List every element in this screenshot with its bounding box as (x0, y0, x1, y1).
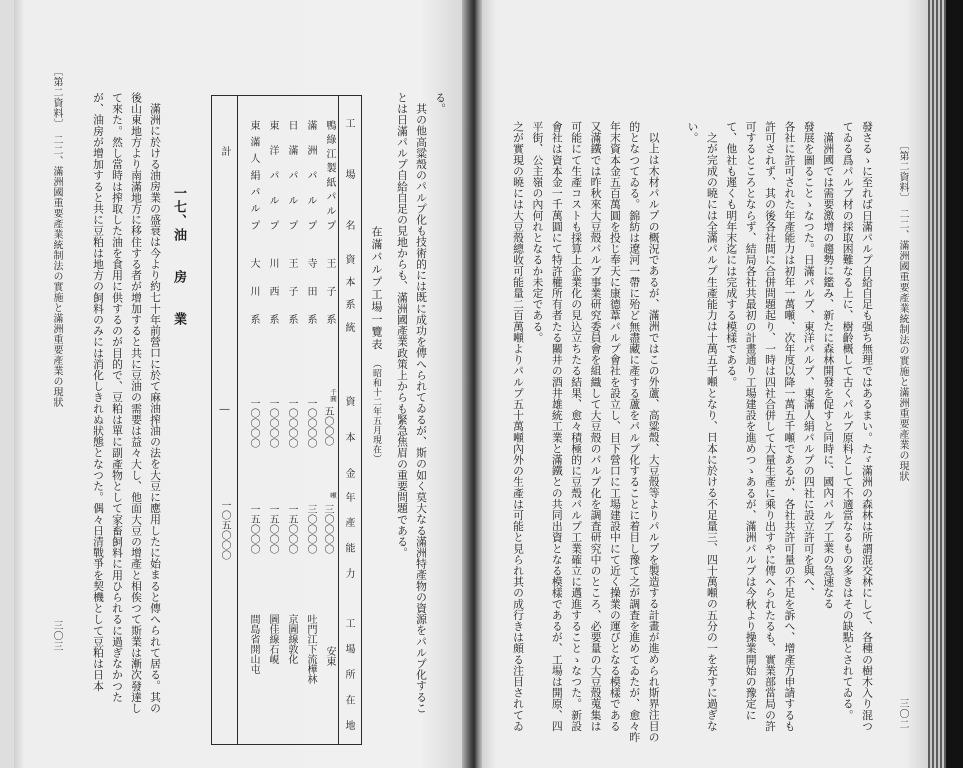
table-title: 在滿パルプ工場一覽表 (370, 226, 383, 351)
column-spacer (664, 121, 683, 749)
table-caption (367, 226, 386, 496)
row-3-capital: 一〇〇〇〇 (286, 398, 297, 448)
row-4-location: 圖佳線石峴 (267, 614, 278, 664)
scan-border (946, 0, 963, 768)
header-factory-name: 工場名 (343, 118, 354, 230)
text-line: 滿洲國では需要激增の趨勢に鑑み、新たに森林開發を促すと同時に、國內パルプ工業の急速なる (822, 131, 836, 610)
unit-capital: 千圓 (329, 389, 337, 402)
total-label: 計 (219, 146, 230, 156)
row-3-group: 王子系 (286, 258, 297, 324)
text-line: 年末資本金五百萬圓を投じ奉天に康德葦パルプ會社を設立し、目下營口に工場建設中にて近く操業の運びとなる模樣である (608, 121, 622, 732)
row-3-capacity: 一五〇〇〇 (286, 504, 297, 554)
text-line: て、他社も遲くも明年末迄には完成する模樣である。 (725, 121, 739, 388)
header-capital: 資本金 (343, 396, 354, 478)
section-heading: 一七、油 房 業 (171, 186, 186, 326)
left-page-number: 三〇三 (51, 620, 62, 652)
row-1-location: 安東 (324, 646, 335, 666)
row-3-location: 京圖線敦化 (286, 614, 297, 664)
total-capital: ― (219, 404, 230, 415)
row-2-group: 寺田系 (305, 258, 316, 324)
header-capital-group: 資本系統 (343, 254, 354, 332)
row-4-group: 川西系 (267, 258, 278, 324)
right-page-body (507, 121, 877, 749)
row-5-capital: 一〇〇〇〇 (248, 398, 259, 448)
header-location: 工場所在地 (343, 618, 354, 730)
text-line: 各社に許可された年產能力は初年一萬噸、次年度以降一萬五千噸であるが、各社共許可量の不足を訴へ、增產方申請するも (783, 121, 797, 732)
text-line: 可能にて生產コストも採算上企業化の見込立ちたる結果、愈々積極的に豆殼パルプ工業確立に邁進することゝなつた。新設 (570, 121, 584, 732)
row-4-name: 東洋パルプ (267, 120, 278, 230)
row-5-location: 間島省開山屯 (248, 614, 259, 674)
page-edges (928, 0, 948, 768)
left-running-head: 〔第二資料〕 二二、滿洲國重要產業統制法の實施と滿洲重要產業の現狀 (51, 66, 62, 408)
total-capacity: 一〇五〇〇〇 (219, 500, 230, 560)
row-1-group: 王子系 (324, 258, 335, 324)
text-line: 許可されず、其の後各社間に合併問題起り、一時は四社合併して大量生產に乘り出すやに傳へられたるも、實業部當局の許 (764, 121, 778, 732)
text-line: 又滿鐵では昨秋來大豆殼パルプ事業研究委員會を組織して大豆殼のパルプ化を調査研究中のところ、必要量の大豆殼蒐集は (589, 121, 603, 732)
text-line: 發さるゝに至れば日滿パルプ自給自足も强ち無理ではあるまい。たゞ滿洲の森林は所謂混交林にして、各種の樹木入り混つ (861, 121, 874, 732)
row-3-name: 日滿パルプ (286, 120, 297, 230)
table-date-note: （昭和十二年五月現在） (371, 363, 381, 464)
text-line: 會社は資本金一千萬圓にて特許權所有者たる關井の酒井雄統工業と滿鐵との共同出資となる模樣であるが、工場は開原、四 (550, 121, 564, 732)
right-page-number: 三〇二 (897, 698, 908, 730)
row-5-group: 大川系 (248, 258, 259, 324)
right-running-head: 〔第二資料〕 二二、滿洲國重要產業統制法の實施と滿洲重要產業の現狀 (897, 140, 908, 482)
row-5-name: 東滿人絹パルプ (248, 120, 259, 230)
text-line: 其の他高粱殼のパルプ化も技術的には既に成功を傳へられてゐるが、斯の如く莫大なる滿洲特產物の資源をパルプ化するこ (415, 102, 428, 714)
text-line: る。 (434, 92, 447, 115)
pulp-factory-table (211, 95, 362, 745)
header-capacity: 年產能力 (343, 492, 354, 578)
text-line: 的となつてゐる。錦紡は遼河一帶に殆ど無盡藏に產する蘆をパルプ化することに着目し豫て之が調査を進めてゐたが、愈々昨 (628, 121, 642, 743)
text-line: い。 (686, 121, 700, 144)
text-line: 滿洲に於ける油房業の盛衰は今より約七十年前營口に於て麻油搾油の法を大豆に應用したに始まると傳へられて居る。其の (149, 102, 162, 714)
row-2-location: 吐門江下流樺林 (305, 614, 316, 684)
text-line: 平街、公主嶺の內何れとなるか未定である。 (531, 121, 545, 343)
row-2-capital: 一〇〇〇〇 (305, 398, 316, 448)
text-line: が、油房が增加すると共に豆粕は地方の飼料のみには消化しきれぬ狀態となつた。偶々日清戰爭を契機として豆粕は日本 (92, 92, 105, 692)
unit-capacity: 噸 (329, 492, 337, 499)
row-1-name: 鴨綠江製紙パルプ (324, 120, 335, 230)
text-line: 以上は木材パルプの概況であるが、滿洲ではこの外蘆、高粱殼、大豆殼等よりパルプを製造する計畫が進められ斯界注目の (647, 131, 661, 743)
text-line: てゐる爲パルプ材の採取困難なる上に、樹齡概して古くパルプ原料として不適當なるもの多きはその缺點とされてゐる。 (841, 121, 855, 721)
text-line: 可するところとならず、結局各社共最初の計畫通り工場建設を進めつゝあるが、滿洲パルプは今秋より操業開始の豫定に (744, 121, 758, 721)
row-2-name: 滿洲パルプ (305, 120, 316, 230)
text-line: て來た。然し當時は搾取した油を食用に供するのが目的で、豆粕は單に副產物として家畜飼料に用ひられるに過ぎなかつた (111, 92, 124, 703)
text-line: 之が實現の曉には大豆殼總收可能量二百萬噸よりパルプ五十萬噸內外の生產は可能と見られ其の成行きは頗る注目されてゐ (511, 121, 525, 732)
text-line: 發展を圖ることゝなつた。日滿パルプ、東洋パルプ、東滿人絹パルプの四社に設立許可を與へ、 (802, 121, 816, 599)
text-line: 之が完成の曉には全滿パルプ生產能力は十萬五千噸となり、日本に於ける不足量三、四十萬噸の五分の一を充すに過ぎな (705, 131, 719, 732)
row-1-capital: 五〇〇〇 (322, 406, 333, 446)
book-gutter (462, 0, 484, 768)
row-4-capital: 一〇〇〇〇 (267, 398, 278, 448)
row-1-capacity: 三〇〇〇〇 (322, 504, 333, 554)
text-line: 後山東地方より南滿地方に移住する者が增加すると共に豆油の需要は益々大し、他面大豆の增產と相俟つて斯業は漸次發達し (130, 92, 143, 714)
row-5-capacity: 一五〇〇〇 (248, 504, 259, 554)
row-2-capacity: 三〇〇〇〇 (305, 504, 316, 554)
row-4-capacity: 一五〇〇〇 (267, 504, 278, 554)
total-divider (237, 96, 238, 744)
text-line: とは日滿パルプ自給自足の見地からも、滿洲國產業政策上からも緊急焦眉の重要問題である。 (396, 92, 409, 559)
